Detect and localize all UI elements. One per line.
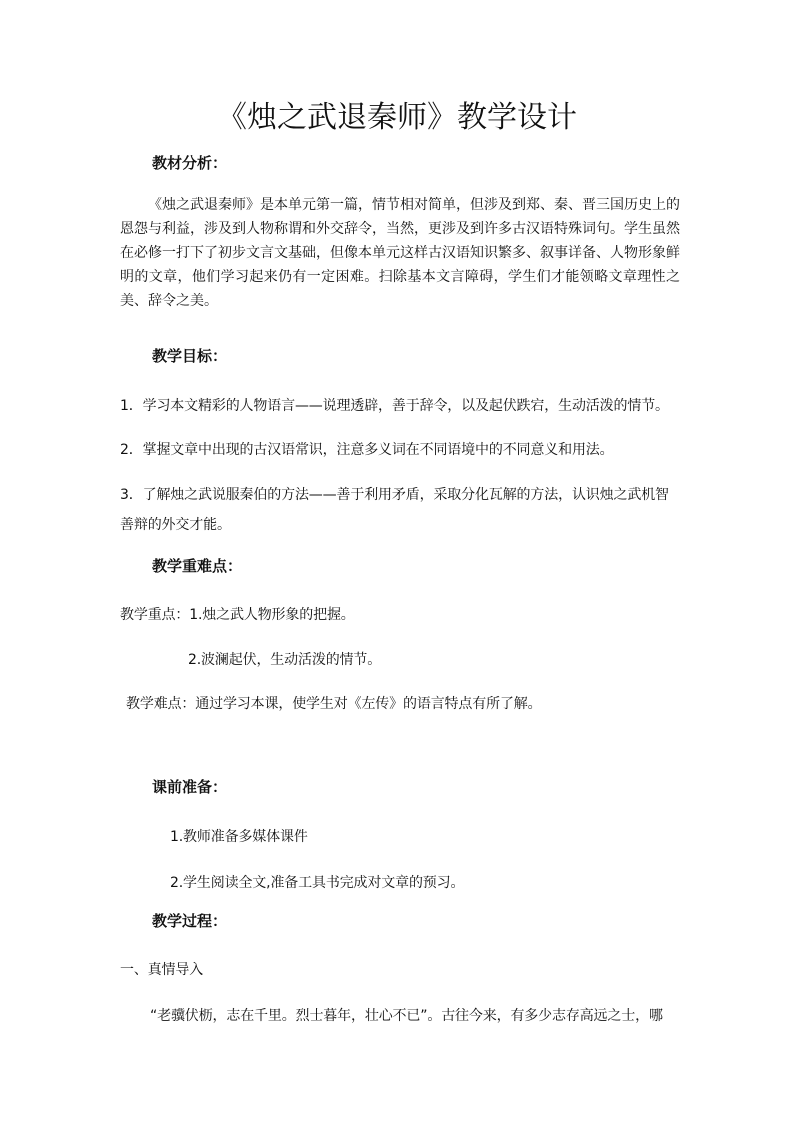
document-title: 《烛之武退秦师》教学设计 [217,100,577,135]
section-heading-analysis: 教材分析： [152,154,228,172]
section-heading-key-points: 教学重难点： [152,557,243,575]
teaching-difficulty: 教学难点：通过学习本课，使学生对《左传》的语言特点有所了解。 [126,696,542,712]
section-heading-process: 教学过程： [152,912,228,930]
section-heading-preparation: 课前准备： [152,778,228,796]
objective-item: 3．了解烛之武说服秦伯的方法——善于利用矛盾，采取分化瓦解的方法，认识烛之武机智 [120,487,669,503]
process-step-heading: 一、真情导入 [120,962,204,978]
preparation-item: 1.教师准备多媒体课件 [170,829,308,845]
teaching-focus-2: 2.波澜起伏，生动活泼的情节。 [188,652,382,668]
analysis-paragraph: 《烛之武退秦师》是本单元第一篇，情节相对简单，但涉及到郑、秦、晋三国历史上的恩怨与利益，涉及到人物称谓和外交辞令，当然，更涉及到许多古汉语特殊词句。学生虽然在必修一打下了初步文言文基础，但像本单元这样古汉语知识繁多、叙事详备、人物形象鲜明的文章，他们学习起来仍有一定困难。扫除基本文言障碍，学生们才能领略文章理性之美、辞令之美。 [120,197,680,309]
intro-paragraph: “老骥伏枥，志在千里。烈士暮年，壮心不已”。古往今来，有多少志存高远之士，哪 [150,1008,663,1024]
preparation-item: 2.学生阅读全文,准备工具书完成对文章的预习。 [170,875,465,891]
objective-item-continued: 善辩的外交才能。 [120,517,231,533]
objective-item: 1．学习本文精彩的人物语言——说理透辟，善于辞令，以及起伏跌宕，生动活泼的情节。 [120,398,669,414]
objective-item: 2．掌握文章中出现的古汉语常识，注意多义词在不同语境中的不同意义和用法。 [120,442,614,458]
teaching-focus-1: 教学重点：1.烛之武人物形象的把握。 [120,607,355,623]
section-heading-objectives: 教学目标： [152,347,228,365]
